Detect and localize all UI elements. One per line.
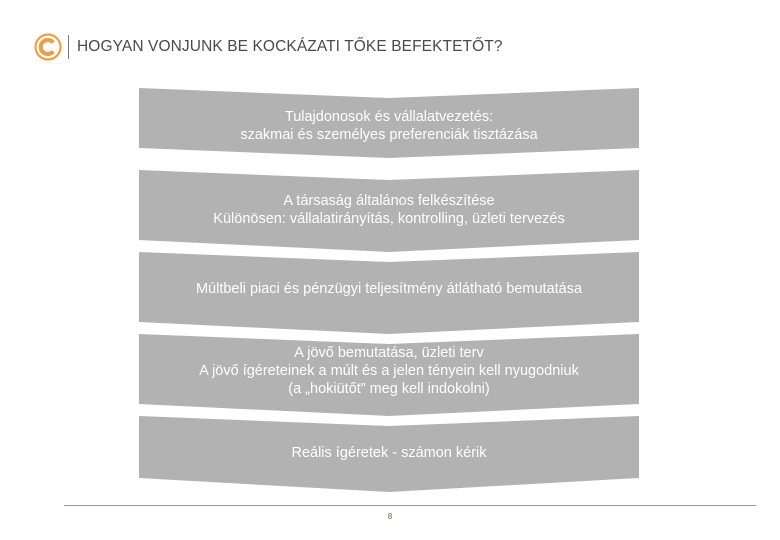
flow-step-line: Különösen: vállalatirányítás, kontrolling, üzleti tervezés (213, 211, 565, 227)
page-number: 8 (387, 512, 393, 521)
flow-step-line: A társaság általános felkészítése (283, 193, 495, 209)
flow-step-line: Reális ígéretek - számon kérik (291, 445, 487, 461)
flow-step-2 (139, 170, 639, 252)
flow-step-line: (a „hokiütőt” meg kell indokolni) (288, 381, 490, 397)
flow-step-1 (139, 88, 639, 170)
slide-title: HOGYAN VONJUNK BE KOCKÁZATI TŐKE BEFEKTETŐT? (77, 38, 503, 55)
flow-step-line: Tulajdonosok és vállalatvezetés: (284, 109, 494, 125)
flow-step-4 (139, 334, 639, 416)
flow-step-5 (139, 416, 639, 492)
flow-step-line: Múltbeli piaci és pénzügyi teljesítmény átlátható bemutatása (195, 281, 583, 297)
flow-step-text (139, 190, 639, 230)
flow-step-text (139, 442, 639, 464)
flow-step-line: szakmai és személyes preferenciák tisztázása (240, 127, 538, 143)
footer-divider (64, 505, 756, 506)
flow-step-text (139, 343, 639, 399)
flow-step-line: A jövő bemutatása, üzleti terv (294, 345, 484, 361)
flow-step-text (139, 278, 639, 300)
flow-step-line: A jövő ígéreteinek a múlt és a jelen tényein kell nyugodniuk (199, 363, 579, 379)
flow-step-text (139, 106, 639, 146)
flow-step-3 (139, 252, 639, 334)
